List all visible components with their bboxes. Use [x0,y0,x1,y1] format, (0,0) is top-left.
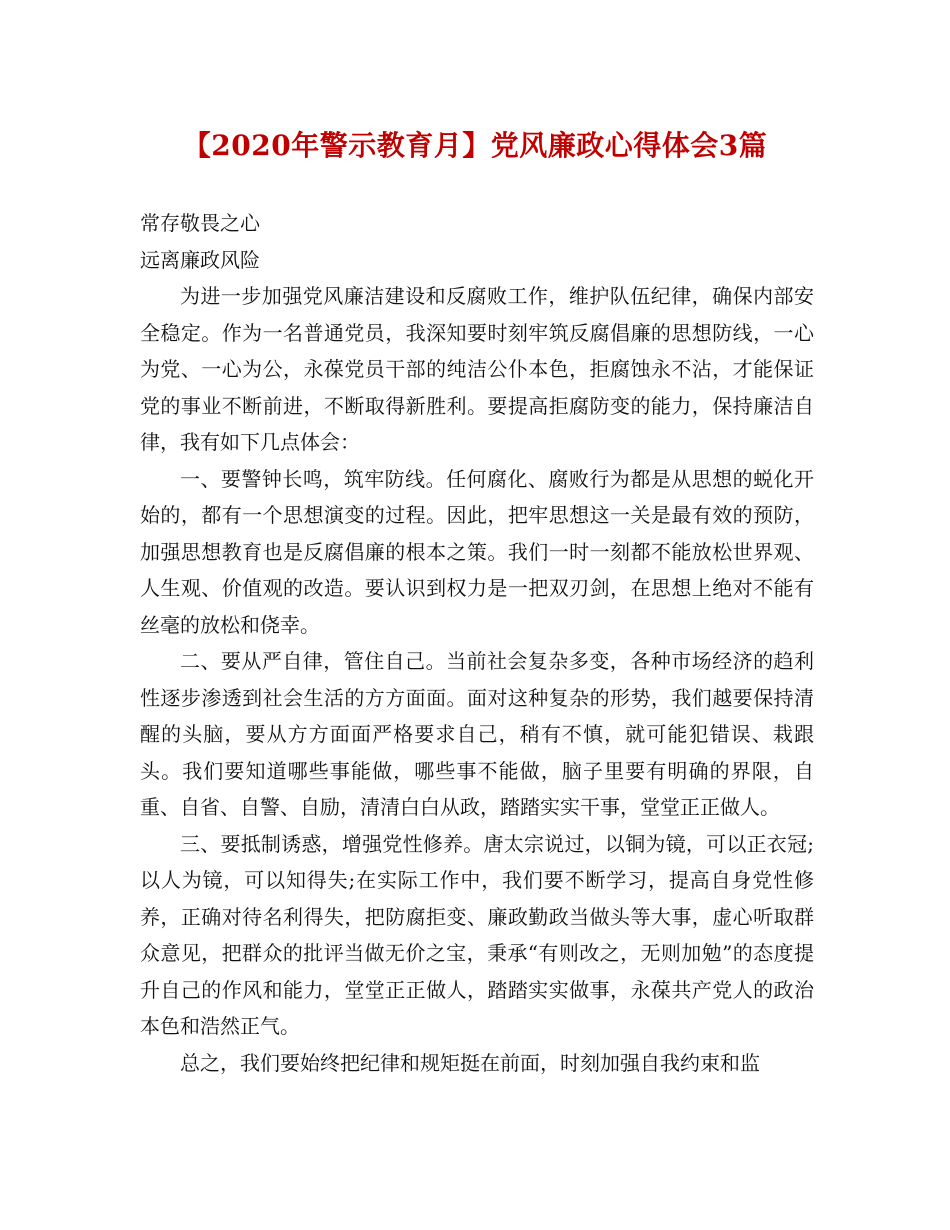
paragraph-conclusion: 总之，我们要始终把纪律和规矩挺在前面，时刻加强自我约束和监 [180,1050,760,1075]
subheading: 远离廉政风险 [140,247,260,272]
document-title: 【2020年警示教育月】党风廉政心得体会3篇 [182,129,768,162]
paragraph-point-two: 二、要从严自律，管住自己。当前社会复杂多变，各种市场经济的趋利性逐步渗透到社会生活的方方面面。面对这种复杂的形势，我们越要保持清醒的头脑，要从方方面面严格要求自己，稍有不慎，就可能犯错误、栽跟头。我们要知道哪些事能做，哪些事不能做，脑子里要有明确的界限，自重、自省、自警、自励，清清白白从政，踏踏实实干事，堂堂正正做人。 [140,649,814,819]
paragraph-point-three: 三、要抵制诱惑，增强党性修养。唐太宗说过，以铜为镜，可以正衣冠;以人为镜，可以知得失;在实际工作中，我们要不断学习，提高自身党性修养，正确对待名利得失，把防腐拒变、廉政勤政当做头等大事，虚心听取群众意见，把群众的批评当做无价之宝，秉承“有则改之，无则加勉”的态度提升自己的作风和能力，堂堂正正做人，踏踏实实做事，永葆共产党人的政治本色和浩然正气。 [140,831,814,1038]
paragraph-point-one: 一、要警钟长鸣，筑牢防线。任何腐化、腐败行为都是从思想的蜕化开始的，都有一个思想演变的过程。因此，把牢思想这一关是最有效的预防，加强思想教育也是反腐倡廉的根本之策。我们一时一刻都不能放松世界观、人生观、价值观的改造。要认识到权力是一把双刃剑，在思想上绝对不能有丝毫的放松和侥幸。 [140,466,814,637]
subheading: 常存敬畏之心 [140,211,260,235]
paragraph-intro: 为进一步加强党风廉洁建设和反腐败工作，维护队伍纪律，确保内部安全稳定。作为一名普通党员，我深知要时刻牢筑反腐倡廉的思想防线，一心为党、一心为公，永葆党员干部的纯洁公仆本色，拒腐蚀永不沾，才能保证党的事业不断前进，不断取得新胜利。要提高拒腐防变的能力，保持廉洁自律，我有如下几点体会： [140,284,814,454]
document-body [140,205,814,1081]
